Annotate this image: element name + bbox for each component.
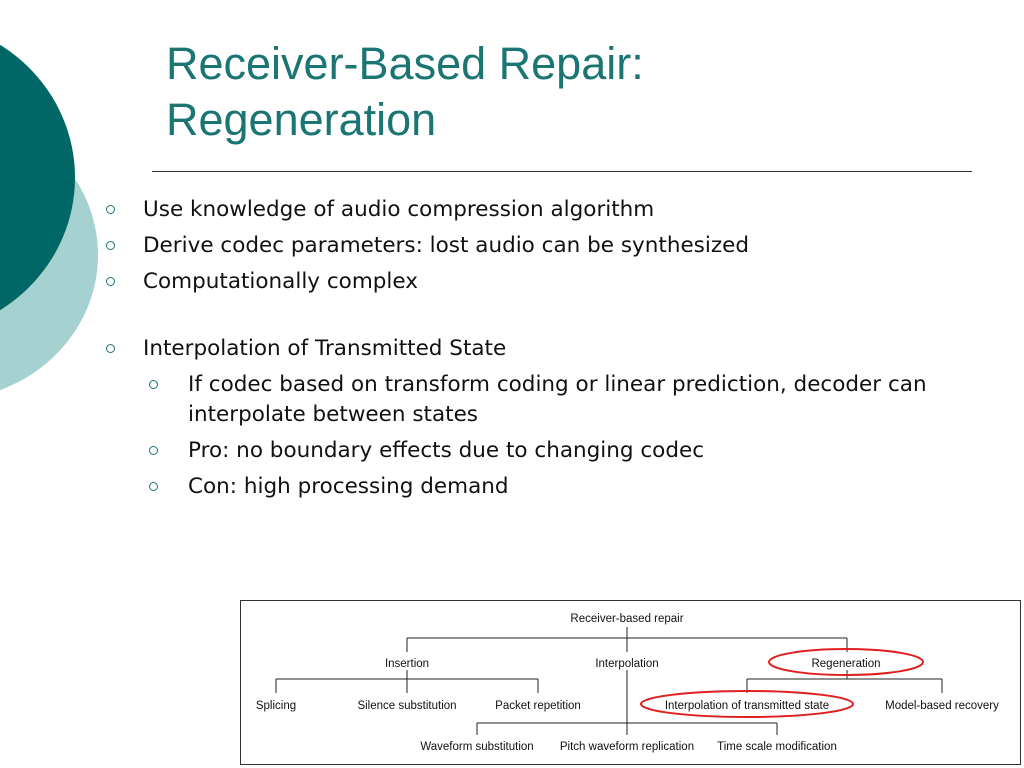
- sub-bullet-item: [143, 370, 966, 430]
- sub-bullet-item: [143, 472, 966, 502]
- hollow-circle-bullet-icon: [106, 205, 115, 214]
- node-pitch-waveform-replication: Pitch waveform replication: [559, 741, 695, 753]
- node-insertion: Insertion: [384, 658, 430, 670]
- bullet-text: Interpolation of Transmitted State: [143, 336, 507, 361]
- bullet-item: [106, 334, 966, 502]
- bullet-text: Derive codec parameters: lost audio can be synthesized: [143, 233, 750, 258]
- bullet-item: [106, 195, 966, 225]
- hollow-circle-bullet-icon: [106, 277, 115, 286]
- sub-bullet-item: [143, 436, 966, 466]
- node-time-scale-modification: Time scale modification: [717, 741, 837, 753]
- hollow-circle-bullet-icon: [106, 241, 115, 250]
- node-regeneration: Regeneration: [811, 658, 881, 670]
- hollow-circle-bullet-icon: [149, 482, 158, 491]
- bullet-text: Computationally complex: [143, 269, 418, 294]
- node-splicing: Splicing: [255, 700, 297, 712]
- sub-bullet-text: Con: high processing demand: [188, 474, 509, 499]
- hollow-circle-bullet-icon: [106, 344, 115, 353]
- bullet-text: Use knowledge of audio compression algorithm: [143, 197, 655, 222]
- node-waveform-substitution: Waveform substitution: [420, 741, 534, 753]
- diagram-connectors: [276, 627, 942, 735]
- slide-title: [166, 36, 644, 148]
- sub-bullet-text: If codec based on transform coding or linear prediction, decoder can interpolate between states: [188, 372, 927, 427]
- hollow-circle-bullet-icon: [149, 380, 158, 389]
- node-interpolation: Interpolation: [595, 658, 659, 670]
- bullet-item: [106, 231, 966, 261]
- sub-bullet-text: Pro: no boundary effects due to changing codec: [188, 438, 705, 463]
- slide-title-line-2: Regeneration: [166, 94, 437, 145]
- hollow-circle-bullet-icon: [149, 446, 158, 455]
- node-packet-repetition: Packet repetition: [495, 700, 581, 712]
- node-receiver-based-repair: Receiver-based repair: [570, 613, 684, 625]
- node-model-based-recovery: Model-based recovery: [885, 700, 999, 712]
- bullet-list: [106, 195, 966, 508]
- bullet-item: [106, 267, 966, 297]
- title-divider: [152, 171, 972, 172]
- node-interpolation-of-transmitted-state: Interpolation of transmitted state: [664, 700, 830, 712]
- sub-bullet-list: [143, 370, 966, 502]
- repair-taxonomy-diagram: [240, 600, 1021, 765]
- slide-title-line-1: Receiver-Based Repair:: [166, 38, 644, 89]
- node-silence-substitution: Silence substitution: [357, 700, 457, 712]
